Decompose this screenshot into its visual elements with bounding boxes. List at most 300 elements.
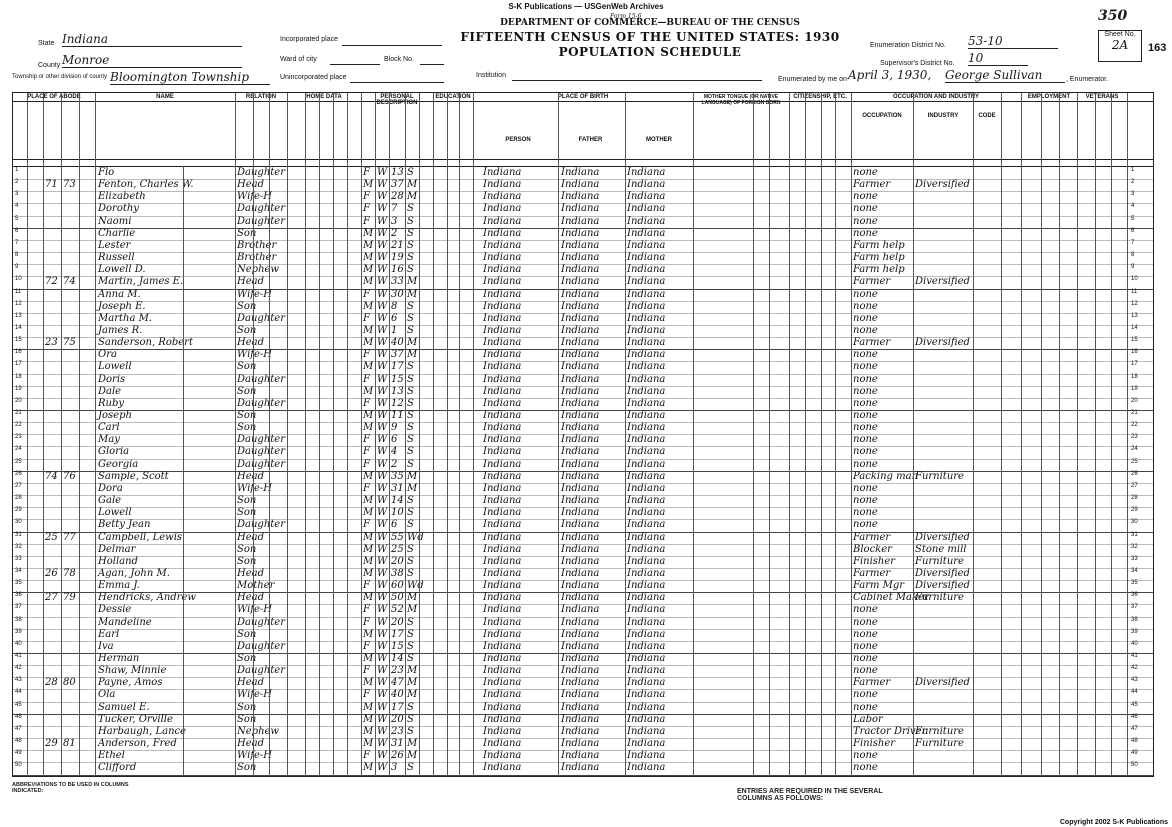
sex: F	[363, 458, 370, 470]
line-number-right: 22	[1131, 422, 1138, 429]
birthplace-person: Indiana	[483, 604, 522, 616]
birthplace-father: Indiana	[561, 580, 600, 592]
occupation: none	[853, 288, 878, 300]
birthplace-person: Indiana	[483, 203, 522, 215]
birthplace-father: Indiana	[561, 628, 600, 640]
sex: F	[363, 434, 370, 446]
sex: M	[363, 738, 374, 750]
person-name: Dale	[98, 385, 122, 397]
occupation: Finisher	[853, 738, 896, 750]
line-number-right: 44	[1131, 689, 1138, 696]
line-number: 6	[15, 227, 19, 234]
race: W	[377, 653, 388, 664]
line-number: 11	[15, 288, 22, 295]
line-number-right: 50	[1131, 762, 1138, 769]
birthplace-father: Indiana	[561, 604, 600, 616]
relation: Son	[237, 227, 257, 239]
age: 16	[391, 264, 404, 276]
birthplace-mother: Indiana	[627, 373, 666, 385]
birthplace-person: Indiana	[483, 725, 522, 737]
relation: Head	[237, 179, 265, 191]
birthplace-person: Indiana	[483, 397, 522, 409]
person-name: Agan, John M.	[98, 567, 170, 579]
age: 6	[391, 312, 398, 324]
marital-status: S	[407, 555, 414, 567]
birthplace-person: Indiana	[483, 410, 522, 421]
column-rule	[347, 93, 348, 776]
county-value: Monroe	[62, 53, 242, 68]
age: 40	[391, 337, 404, 349]
table-row	[13, 617, 1153, 629]
column-rule	[419, 93, 420, 776]
person-name: Tucker, Orville	[98, 713, 173, 725]
marital-status: S	[407, 312, 414, 324]
race: W	[377, 567, 388, 579]
line-number-right: 35	[1131, 580, 1138, 587]
race: W	[377, 725, 388, 737]
birthplace-mother: Indiana	[627, 628, 666, 640]
occupation: Farm help	[853, 264, 905, 276]
line-number-right: 21	[1131, 410, 1138, 416]
line-number-right: 39	[1131, 628, 1138, 635]
marital-status: S	[407, 239, 414, 251]
marital-status: M	[407, 276, 418, 288]
relation: Wife-H	[237, 349, 273, 361]
line-number-right: 13	[1131, 312, 1138, 319]
sex: M	[363, 385, 374, 397]
column-rule	[389, 93, 390, 776]
occupation: Finisher	[853, 555, 896, 567]
relation: Wife-H	[237, 689, 273, 701]
table-row	[13, 689, 1153, 701]
sex: F	[363, 373, 370, 385]
line-number: 4	[15, 203, 19, 210]
birthplace-mother: Indiana	[627, 300, 666, 312]
age: 4	[391, 446, 398, 458]
occupation: Labor	[853, 713, 883, 725]
birthplace-person: Indiana	[483, 543, 522, 555]
column-rule	[287, 93, 288, 776]
column-rule	[1059, 93, 1060, 776]
occupation: none	[853, 385, 878, 397]
person-name: Mandeline	[98, 616, 152, 628]
marital-status: M	[407, 665, 418, 677]
birthplace-father: Indiana	[561, 252, 600, 264]
occupation: none	[853, 446, 878, 458]
birthplace-father: Indiana	[561, 762, 600, 774]
line-number-right: 28	[1131, 495, 1138, 502]
relation: Son	[237, 762, 257, 774]
state-label: State	[38, 40, 55, 47]
sheet-label: Sheet No.	[1104, 31, 1136, 38]
relation: Daughter	[237, 312, 285, 324]
table-row	[13, 313, 1153, 325]
birthplace-person: Indiana	[483, 519, 522, 531]
block-label: Block No.	[384, 56, 414, 63]
line-number: 39	[15, 628, 22, 635]
occupation: none	[853, 689, 878, 701]
line-number: 32	[15, 543, 22, 550]
relation: Head	[237, 337, 265, 349]
marital-status: S	[407, 422, 414, 434]
person-name: Ethel	[98, 750, 125, 762]
race: W	[377, 495, 388, 507]
sex: M	[363, 264, 374, 276]
line-number: 14	[15, 324, 22, 331]
race: W	[377, 640, 388, 652]
person-name: Earl	[98, 628, 120, 640]
age: 47	[391, 677, 404, 689]
birthplace-mother: Indiana	[627, 252, 666, 264]
race: W	[377, 227, 388, 239]
birthplace-father: Indiana	[561, 361, 600, 373]
column-rule	[789, 93, 790, 776]
occupation: Blocker	[853, 543, 892, 555]
table-row	[13, 289, 1153, 301]
table-row	[13, 714, 1153, 726]
birthplace-mother: Indiana	[627, 167, 666, 178]
sex: M	[363, 337, 374, 349]
person-name: Fenton, Charles W.	[98, 179, 194, 191]
relation: Nephew	[237, 725, 279, 737]
birthplace-father: Indiana	[561, 543, 600, 555]
marital-status: S	[407, 725, 414, 737]
occupation: none	[853, 422, 878, 434]
race: W	[377, 276, 388, 288]
age: 3	[391, 215, 398, 227]
industry: Diversified	[915, 567, 970, 579]
line-number: 16	[15, 349, 22, 356]
line-number: 26	[15, 470, 22, 477]
birthplace-person: Indiana	[483, 288, 522, 300]
occupation: none	[853, 227, 878, 239]
table-row	[13, 325, 1153, 337]
marital-status: M	[407, 288, 418, 300]
relation: Daughter	[237, 397, 285, 409]
line-number: 31	[15, 531, 22, 538]
marital-status: S	[407, 543, 414, 555]
race: W	[377, 446, 388, 458]
line-number: 1	[15, 167, 19, 173]
enum-district-value: 53-10	[968, 34, 1058, 49]
race: W	[377, 470, 388, 482]
occupation: none	[853, 616, 878, 628]
birthplace-father: Indiana	[561, 215, 600, 227]
sex: M	[363, 422, 374, 434]
age: 20	[391, 555, 404, 567]
birthplace-mother: Indiana	[627, 750, 666, 762]
sex: M	[363, 725, 374, 737]
line-number-right: 34	[1131, 567, 1138, 574]
race: W	[377, 324, 388, 336]
age: 17	[391, 628, 404, 640]
relation: Son	[237, 324, 257, 336]
person-name: Betty Jean	[98, 519, 151, 531]
age: 9	[391, 422, 398, 434]
age: 26	[391, 750, 404, 762]
person-name: Martha M.	[98, 312, 152, 324]
line-number-right: 19	[1131, 385, 1138, 392]
birthplace-mother: Indiana	[627, 470, 666, 482]
column-rule	[821, 93, 822, 776]
birthplace-mother: Indiana	[627, 324, 666, 336]
department-title: DEPARTMENT OF COMMERCE—BUREAU OF THE CENSUS	[500, 18, 800, 28]
line-number-right: 30	[1131, 519, 1138, 526]
race: W	[377, 543, 388, 555]
table-row	[13, 167, 1153, 179]
occupation: none	[853, 167, 878, 178]
birthplace-person: Indiana	[483, 239, 522, 251]
copyright: Copyright 2002 S-K Publications	[1059, 819, 1168, 826]
sex: M	[363, 555, 374, 567]
marital-status: M	[407, 482, 418, 494]
occupation: Cabinet Maker	[853, 592, 929, 604]
marital-status: S	[407, 373, 414, 385]
line-number: 22	[15, 422, 22, 429]
line-number: 10	[15, 276, 22, 283]
table-row	[13, 750, 1153, 762]
dwelling-number: 28	[45, 677, 58, 689]
marital-status: S	[407, 227, 414, 239]
birthplace-father: Indiana	[561, 324, 600, 336]
industry: Furniture	[915, 555, 964, 567]
birthplace-person: Indiana	[483, 762, 522, 774]
relation: Son	[237, 495, 257, 507]
column-rule	[693, 93, 694, 776]
birthplace-mother: Indiana	[627, 482, 666, 494]
occupation: none	[853, 458, 878, 470]
family-number: 77	[63, 531, 76, 543]
race: W	[377, 628, 388, 640]
birthplace-mother: Indiana	[627, 312, 666, 324]
birthplace-person: Indiana	[483, 592, 522, 604]
marital-status: S	[407, 215, 414, 227]
relation: Son	[237, 713, 257, 725]
schedule-title: POPULATION SCHEDULE	[558, 45, 742, 59]
sex: M	[363, 628, 374, 640]
occupation: Farmer	[853, 276, 891, 288]
relation: Son	[237, 385, 257, 397]
person-name: Herman	[98, 653, 140, 664]
marital-status: S	[407, 616, 414, 628]
occupation: Farm help	[853, 239, 905, 251]
page-number: 163	[1148, 42, 1167, 54]
line-number-right: 15	[1131, 337, 1138, 344]
birthplace-person: Indiana	[483, 653, 522, 664]
column-rule	[769, 93, 770, 776]
marital-status: S	[407, 361, 414, 373]
birthplace-father: Indiana	[561, 288, 600, 300]
sex: F	[363, 640, 370, 652]
person-name: Naomi	[98, 215, 132, 227]
birthplace-father: Indiana	[561, 750, 600, 762]
birthplace-father: Indiana	[561, 397, 600, 409]
row-rule	[13, 775, 1153, 776]
relation: Son	[237, 507, 257, 519]
industry: Furniture	[915, 738, 964, 750]
enumerated-label: Enumerated by me on	[778, 76, 847, 83]
marital-status: S	[407, 410, 414, 421]
table-row	[13, 301, 1153, 313]
occupation: none	[853, 519, 878, 531]
enumerator-name: George Sullivan	[945, 68, 1065, 83]
table-row	[13, 410, 1153, 422]
age: 50	[391, 592, 404, 604]
industry: Stone mill	[915, 543, 967, 555]
birthplace-person: Indiana	[483, 191, 522, 203]
line-number-right: 12	[1131, 300, 1138, 307]
age: 12	[391, 397, 404, 409]
line-number: 18	[15, 373, 22, 380]
header-rule-1	[13, 101, 1153, 102]
person-name: Gale	[98, 495, 122, 507]
family-number: 81	[63, 738, 76, 750]
race: W	[377, 762, 388, 774]
line-number: 46	[15, 713, 22, 720]
birthplace-father: Indiana	[561, 373, 600, 385]
birthplace-person: Indiana	[483, 738, 522, 750]
occupation-header: OCCUPATION	[862, 113, 902, 119]
relation: Son	[237, 543, 257, 555]
family-number: 78	[63, 567, 76, 579]
birthplace-mother: Indiana	[627, 507, 666, 519]
relation: Son	[237, 300, 257, 312]
person-name: Samuel E.	[98, 701, 150, 713]
supervisor-label: Supervisor's District No.	[880, 60, 955, 67]
column-rule	[183, 166, 184, 776]
occupation: none	[853, 361, 878, 373]
sex: F	[363, 288, 370, 300]
birth-person-header: PERSON	[505, 137, 531, 143]
birthplace-father: Indiana	[561, 616, 600, 628]
marital-status: M	[407, 604, 418, 616]
line-number: 7	[15, 239, 19, 246]
family-number: 73	[63, 179, 76, 191]
marital-status: M	[407, 191, 418, 203]
column-rule	[405, 93, 406, 776]
line-number: 43	[15, 677, 22, 684]
table-row	[13, 374, 1153, 386]
line-number-right: 42	[1131, 665, 1138, 672]
table-row	[13, 264, 1153, 276]
marital-status: S	[407, 446, 414, 458]
birthplace-mother: Indiana	[627, 458, 666, 470]
birthplace-mother: Indiana	[627, 349, 666, 361]
occupation: none	[853, 762, 878, 774]
enum-district-label: Enumeration District No.	[870, 42, 946, 49]
occupation: none	[853, 482, 878, 494]
column-rule	[319, 93, 320, 776]
line-number-right: 17	[1131, 361, 1138, 368]
race: W	[377, 373, 388, 385]
line-number-right: 4	[1131, 203, 1135, 210]
line-number: 2	[15, 179, 19, 186]
relation: Wife-H	[237, 482, 273, 494]
birthplace-mother: Indiana	[627, 616, 666, 628]
birthplace-mother: Indiana	[627, 422, 666, 434]
race: W	[377, 738, 388, 750]
occupation: Farmer	[853, 567, 891, 579]
sex: F	[363, 312, 370, 324]
birthplace-father: Indiana	[561, 312, 600, 324]
line-number-right: 23	[1131, 434, 1138, 441]
race: W	[377, 385, 388, 397]
table-row	[13, 471, 1153, 483]
birthplace-father: Indiana	[561, 191, 600, 203]
birthplace-mother: Indiana	[627, 725, 666, 737]
race: W	[377, 264, 388, 276]
line-number-right: 43	[1131, 677, 1138, 684]
age: 20	[391, 616, 404, 628]
dwelling-number: 25	[45, 531, 58, 543]
line-number-right: 16	[1131, 349, 1138, 356]
table-row	[13, 459, 1153, 471]
group-employment: EMPLOYMENT	[1027, 94, 1071, 100]
line-number: 45	[15, 701, 22, 708]
line-number-right: 6	[1131, 227, 1135, 234]
relation: Wife-H	[237, 191, 273, 203]
sheet-box	[1098, 30, 1142, 62]
birthplace-mother: Indiana	[627, 215, 666, 227]
birthplace-father: Indiana	[561, 410, 600, 421]
form-number: Form 15-6	[610, 13, 642, 20]
birthplace-father: Indiana	[561, 519, 600, 531]
person-name: Delmar	[98, 543, 136, 555]
line-number: 42	[15, 665, 22, 672]
industry: Diversified	[915, 580, 970, 592]
person-name: Doris	[98, 373, 126, 385]
sex: M	[363, 507, 374, 519]
person-name: Holland	[98, 555, 138, 567]
footer-entries: ENTRIES ARE REQUIRED IN THE SEVERAL COLUMNS AS FOLLOWS:	[737, 788, 883, 802]
family-number: 79	[63, 592, 76, 604]
industry: Furniture	[915, 592, 964, 604]
line-number-right: 11	[1131, 288, 1138, 295]
marital-status: S	[407, 762, 414, 774]
line-number: 47	[15, 725, 22, 732]
person-name: Harbaugh, Lance	[98, 725, 187, 737]
birthplace-person: Indiana	[483, 215, 522, 227]
age: 33	[391, 276, 404, 288]
line-number: 21	[15, 410, 22, 416]
table-row	[13, 641, 1153, 653]
industry: Furniture	[915, 470, 964, 482]
birthplace-mother: Indiana	[627, 495, 666, 507]
line-number: 40	[15, 640, 22, 647]
race: W	[377, 580, 388, 592]
birthplace-person: Indiana	[483, 713, 522, 725]
table-row	[13, 228, 1153, 240]
person-name: Lowell	[98, 507, 132, 519]
industry: Diversified	[915, 677, 970, 689]
occupation: none	[853, 191, 878, 203]
line-number-right: 32	[1131, 543, 1138, 550]
birthplace-father: Indiana	[561, 640, 600, 652]
birthplace-mother: Indiana	[627, 276, 666, 288]
birthplace-mother: Indiana	[627, 203, 666, 215]
sex: M	[363, 495, 374, 507]
relation: Daughter	[237, 203, 285, 215]
birthplace-person: Indiana	[483, 446, 522, 458]
sex: F	[363, 604, 370, 616]
line-number: 44	[15, 689, 22, 696]
county-label: County	[38, 62, 61, 69]
birthplace-father: Indiana	[561, 713, 600, 725]
birthplace-father: Indiana	[561, 337, 600, 349]
age: 20	[391, 713, 404, 725]
column-rule	[1111, 93, 1112, 776]
marital-status: S	[407, 324, 414, 336]
